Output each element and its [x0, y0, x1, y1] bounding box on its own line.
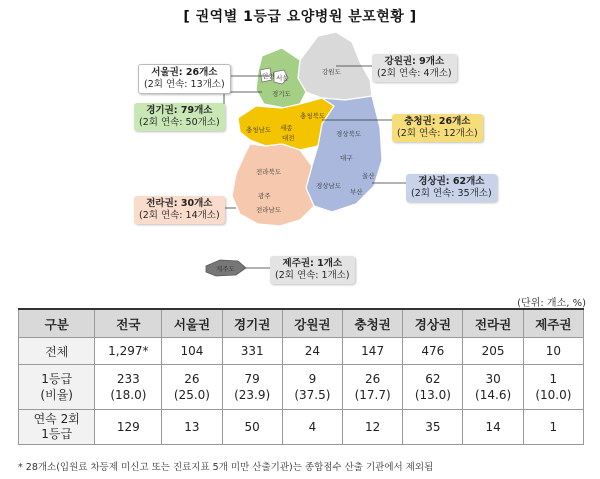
header-cell: 전라권: [463, 309, 523, 338]
label-ulsan: 울산: [362, 172, 375, 180]
label-gyeonggi: 경기도: [272, 90, 291, 98]
label-gyeongbuk: 경상북도: [336, 130, 362, 138]
label-jeonbuk: 전라북도: [256, 168, 282, 176]
table-cell: 13: [162, 410, 222, 445]
table-cell: 12: [343, 410, 403, 445]
header-cell: 전국: [95, 309, 162, 338]
table-cell: 147: [343, 338, 403, 365]
label-chungbuk: 충청북도: [300, 112, 326, 120]
table-cell: 205: [463, 338, 523, 365]
table-row: [19, 410, 584, 445]
label-daegu: 대구: [340, 154, 353, 162]
callout-jeju: 제주권: 1개소 (2회 연속: 1개소): [270, 256, 355, 284]
korea-map: [0, 28, 600, 290]
label-daejeon: 대전: [282, 134, 295, 142]
label-sejong: 세종: [280, 124, 293, 132]
table-cell: 1,297*: [95, 338, 162, 365]
table-cell: 1 (10.0): [523, 365, 583, 410]
table-cell: 233 (18.0): [95, 365, 162, 410]
footnote: * 28개소(입원료 차등제 미신고 또는 진료지표 5개 미만 산출기관)는 종합점수 산출 기관에서 제외됨: [18, 462, 434, 473]
table-cell: 79 (23.9): [222, 365, 282, 410]
table-cell: 50: [222, 410, 282, 445]
header-cell: 경상권: [403, 309, 463, 338]
callout-seoul: 서울권: 26개소 (2회 연속: 13개소): [138, 64, 231, 94]
header-cell: 제주권: [523, 309, 583, 338]
label-jeju: 제주도: [216, 265, 235, 273]
table-row: [19, 338, 584, 365]
table-cell: 129: [95, 410, 162, 445]
table-cell: 1: [523, 410, 583, 445]
table-cell: 4: [282, 410, 342, 445]
header-cell: 강원권: [282, 309, 342, 338]
callout-chungcheong: 충청권: 26개소 (2회 연속: 12개소): [392, 114, 483, 142]
callout-gyeonggi: 경기권: 79개소 (2회 연속: 50개소): [134, 103, 225, 131]
callout-jeolla: 전라권: 30개소 (2회 연속: 14개소): [134, 196, 225, 224]
page-title: [ 권역별 1등급 요양병원 분포현황 ]: [183, 9, 417, 25]
table-cell: 26 (17.7): [343, 365, 403, 410]
stats-table: [18, 308, 584, 445]
table-cell: 9 (37.5): [282, 365, 342, 410]
label-jeonnam: 전라남도: [256, 206, 282, 214]
unit-label: (단위: 개소, %): [517, 298, 586, 309]
header-cell: 충청권: [343, 309, 403, 338]
table-cell: 10: [523, 338, 583, 365]
label-gwangju: 광주: [258, 192, 271, 200]
table-cell: 62 (13.0): [403, 365, 463, 410]
label-gangwon: 강원도: [322, 68, 341, 76]
header-cell: 경기권: [222, 309, 282, 338]
callout-gangwon: 강원권: 9개소 (2회 연속: 4개소): [372, 54, 457, 82]
header-cell: 서울권: [162, 309, 222, 338]
table-cell: 30 (14.6): [463, 365, 523, 410]
row-label: 1등급 (비율): [19, 365, 95, 410]
table-cell: 476: [403, 338, 463, 365]
table-cell: 14: [463, 410, 523, 445]
label-seoul: 서울: [276, 74, 289, 82]
table-cell: 331: [222, 338, 282, 365]
label-incheon: 인천: [262, 72, 275, 80]
header-cell: 구분: [19, 309, 95, 338]
map-svg: [0, 28, 600, 290]
table-cell: 24: [282, 338, 342, 365]
table-header-row: [19, 309, 584, 338]
label-chungnam: 충청남도: [246, 126, 272, 134]
table-cell: 26 (25.0): [162, 365, 222, 410]
label-gyeongnam: 경상남도: [316, 182, 342, 190]
table-cell: 104: [162, 338, 222, 365]
row-label: 연속 2회 1등급: [19, 410, 95, 445]
label-busan: 부산: [350, 188, 363, 196]
table-cell: 35: [403, 410, 463, 445]
row-label: 전체: [19, 338, 95, 365]
table-row: [19, 365, 584, 410]
callout-gyeongsang: 경상권: 62개소 (2회 연속: 35개소): [406, 174, 497, 202]
